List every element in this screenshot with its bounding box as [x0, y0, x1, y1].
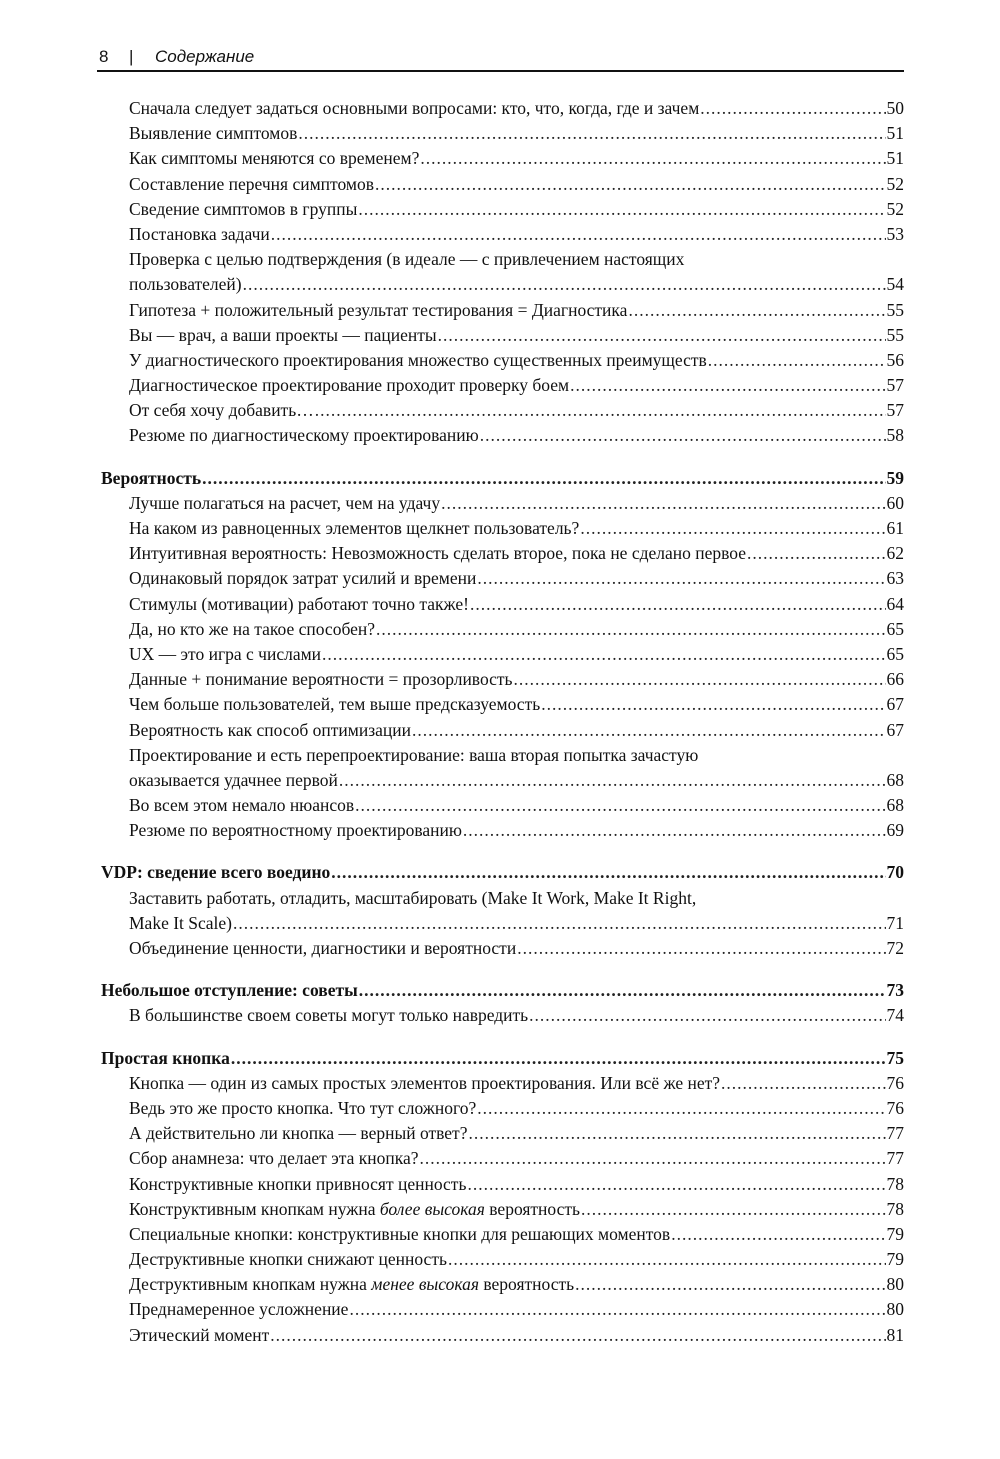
entry-title: Кнопка — один из самых простых элементов проектирования. Или всё же нет? — [129, 1072, 721, 1093]
toc-chapter-entry[interactable] — [101, 860, 904, 885]
dot-leader — [349, 1297, 885, 1322]
toc-entry[interactable] — [101, 642, 904, 667]
entry-title: Вероятность — [101, 467, 202, 488]
running-title: Содержание — [155, 47, 255, 66]
dot-leader — [721, 1071, 885, 1096]
toc-entry[interactable] — [101, 1197, 904, 1222]
entry-title: пользователей) — [129, 274, 242, 295]
entry-title: VDP: сведение всего воедино — [101, 862, 331, 883]
dot-leader — [477, 566, 885, 591]
table-of-contents — [101, 96, 904, 1365]
entry-page-number: 80 — [886, 1299, 904, 1320]
toc-entry[interactable] — [101, 1003, 904, 1028]
entry-page-number: 57 — [886, 400, 904, 421]
dot-leader — [412, 718, 886, 743]
entry-page-number: 77 — [886, 1148, 904, 1169]
entry-title — [129, 1197, 580, 1222]
entry-page-number: 78 — [886, 1173, 904, 1194]
toc-entry[interactable] — [101, 222, 904, 247]
toc-entry[interactable] — [101, 1146, 904, 1171]
dot-leader — [376, 617, 885, 642]
entry-title: Во всем этом немало нюансов — [129, 795, 355, 816]
entry-title: Интуитивная вероятность: Невозможность сделать второе, пока не сделано первое — [129, 543, 747, 564]
entry-page-number: 68 — [886, 795, 904, 816]
entry-page-number: 79 — [886, 1249, 904, 1270]
entry-title: Конструктивные кнопки привносят ценность — [129, 1173, 467, 1194]
entry-title-part: Деструктивным кнопкам нужна — [129, 1274, 372, 1295]
dot-leader — [355, 793, 885, 818]
toc-section — [101, 96, 904, 449]
toc-chapter-entry[interactable] — [101, 978, 904, 1003]
entry-title-part: вероятность — [484, 1198, 581, 1219]
dot-leader — [477, 1096, 885, 1121]
dot-leader — [359, 978, 886, 1003]
entry-page-number: 72 — [886, 938, 904, 958]
toc-entry[interactable] — [101, 1121, 904, 1146]
toc-entry[interactable] — [101, 272, 904, 297]
toc-section — [101, 860, 904, 961]
toc-entry[interactable] — [101, 1172, 904, 1197]
entry-page-number: 55 — [886, 299, 904, 320]
entry-page-number: 65 — [886, 643, 904, 664]
entry-page-number: 78 — [886, 1198, 904, 1219]
entry-title: Данные + понимание вероятности = прозорливость — [129, 669, 513, 690]
entry-title: Лучше полагаться на расчет, чем на удачу — [129, 492, 441, 513]
entry-title-part: вероятность — [479, 1274, 575, 1295]
dot-leader — [468, 1121, 885, 1146]
dot-leader — [375, 172, 886, 197]
toc-entry[interactable] — [101, 818, 904, 843]
toc-entry[interactable] — [101, 172, 904, 197]
entry-page-number: 67 — [886, 694, 904, 715]
entry-page-number: 54 — [886, 274, 904, 295]
toc-entry[interactable] — [101, 398, 904, 423]
entry-title: Небольшое отступление: советы — [101, 980, 358, 1001]
toc-section — [101, 978, 904, 1028]
toc-entry[interactable] — [101, 617, 904, 642]
entry-page-number: 65 — [886, 618, 904, 639]
entry-title: Преднамеренное усложнение — [129, 1299, 349, 1320]
toc-entry-line: Проектирование и есть перепроектирование: ваша вторая попытка зачастую — [129, 744, 699, 765]
entry-page-number: 71 — [886, 912, 904, 933]
dot-leader — [233, 911, 885, 936]
dot-leader — [438, 323, 886, 348]
toc-entry[interactable] — [101, 348, 904, 373]
entry-title: У диагностического проектирования множество существенных преимуществ — [129, 349, 707, 370]
entry-title-emphasis: менее высокая — [371, 1274, 479, 1295]
dot-leader — [514, 667, 886, 692]
entry-title: Диагностическое проектирование проходит проверку боем — [129, 375, 570, 396]
dot-leader — [570, 373, 885, 398]
toc-entry[interactable] — [101, 373, 904, 398]
dot-leader — [463, 818, 886, 843]
entry-page-number: 64 — [886, 593, 904, 614]
dot-leader — [700, 96, 885, 121]
dot-leader — [419, 1146, 885, 1171]
entry-page-number: 73 — [886, 980, 904, 1001]
entry-page-number: 81 — [886, 1324, 904, 1345]
toc-section — [101, 1046, 904, 1348]
toc-entry[interactable] — [101, 423, 904, 448]
dot-leader — [575, 1272, 885, 1297]
dot-leader — [243, 272, 886, 297]
entry-page-number: 57 — [886, 375, 904, 396]
entry-title: А действительно ли кнопка — верный ответ? — [129, 1123, 468, 1144]
toc-entry[interactable] — [101, 516, 904, 541]
toc-entry[interactable] — [101, 566, 904, 591]
entry-title: От себя хочу добавить… — [129, 400, 314, 421]
entry-title-emphasis: более высокая — [379, 1198, 485, 1219]
toc-entry-line: Проверка с целью подтверждения (в идеале — с привлечением настоящих — [129, 249, 685, 270]
entry-title: Как симптомы меняются со временем? — [129, 148, 420, 169]
toc-entry[interactable] — [101, 1247, 904, 1272]
toc-entry[interactable] — [101, 491, 904, 516]
dot-leader — [467, 1172, 885, 1197]
dot-leader — [671, 1222, 885, 1247]
toc-entry[interactable] — [101, 793, 904, 818]
entry-title: Ведь это же просто кнопка. Что тут сложного? — [129, 1097, 477, 1118]
dot-leader — [628, 298, 885, 323]
dot-leader — [708, 348, 886, 373]
entry-title: Сначала следует задаться основными вопросами: кто, что, когда, где и зачем — [129, 98, 700, 118]
entry-title: В большинстве своем советы могут только навредить — [129, 1005, 529, 1026]
entry-title: Выявление симптомов — [129, 123, 298, 144]
entry-title: Вы — врач, а ваши проекты — пациенты — [129, 324, 437, 345]
toc-entry[interactable] — [101, 298, 904, 323]
entry-title: Гипотеза + положительный результат тестирования = Диагностика — [129, 299, 628, 320]
entry-page-number: 50 — [886, 98, 904, 118]
entry-title: Make It Scale) — [129, 912, 233, 933]
entry-title: Составление перечня симптомов — [129, 173, 374, 194]
toc-entry[interactable] — [101, 197, 904, 222]
toc-entry[interactable] — [101, 1222, 904, 1247]
entry-page-number: 52 — [886, 173, 904, 194]
dot-leader — [322, 642, 885, 667]
page-number: 8 — [99, 47, 109, 66]
entry-page-number: 63 — [886, 568, 904, 589]
toc-chapter-entry[interactable] — [101, 1046, 904, 1071]
toc-chapter-entry[interactable] — [101, 466, 904, 491]
running-header — [97, 44, 904, 72]
entry-page-number: 53 — [886, 223, 904, 244]
entry-page-number: 51 — [886, 123, 904, 144]
dot-leader — [202, 466, 885, 491]
dot-leader — [358, 197, 885, 222]
entry-title: Этический момент — [129, 1324, 270, 1345]
entry-page-number: 74 — [886, 1005, 904, 1026]
entry-title: оказывается удачнее первой — [129, 769, 338, 790]
header-separator: | — [129, 47, 134, 66]
dot-leader — [441, 491, 885, 516]
entry-title-part: Конструктивным кнопкам нужна — [129, 1198, 380, 1219]
dot-leader — [480, 423, 886, 448]
entry-page-number: 56 — [886, 349, 904, 370]
entry-title: Чем больше пользователей, тем выше предсказуемость — [129, 694, 541, 715]
toc-entry[interactable] — [101, 692, 904, 717]
entry-page-number: 70 — [886, 862, 904, 883]
entry-page-number: 60 — [886, 492, 904, 513]
toc-entry[interactable] — [101, 1297, 904, 1322]
toc-entry[interactable] — [101, 911, 904, 936]
entry-title: Вероятность как способ оптимизации — [129, 719, 411, 740]
entry-title: Да, но кто же на такое способен? — [129, 618, 376, 639]
toc-entry[interactable] — [101, 323, 904, 348]
entry-page-number: 67 — [886, 719, 904, 740]
entry-page-number: 79 — [886, 1223, 904, 1244]
entry-page-number: 69 — [886, 820, 904, 841]
entry-page-number: 51 — [886, 148, 904, 169]
entry-page-number: 59 — [886, 467, 904, 488]
entry-page-number: 76 — [886, 1097, 904, 1118]
entry-page-number: 52 — [886, 198, 904, 219]
toc-entry[interactable] — [101, 121, 904, 146]
entry-title: Стимулы (мотивации) работают точно также! — [129, 593, 469, 614]
toc-entry[interactable] — [101, 541, 904, 566]
dot-leader — [315, 398, 886, 423]
entry-title: Деструктивные кнопки снижают ценность — [129, 1249, 447, 1270]
entry-page-number: 68 — [886, 769, 904, 790]
entry-title: Резюме по вероятностному проектированию — [129, 820, 462, 841]
toc-entry[interactable] — [101, 718, 904, 743]
entry-title: Сбор анамнеза: что делает эта кнопка? — [129, 1148, 419, 1169]
entry-title: Сведение симптомов в группы — [129, 198, 358, 219]
toc-entry[interactable] — [101, 1096, 904, 1121]
entry-title — [129, 1272, 574, 1297]
entry-page-number: 77 — [886, 1123, 904, 1144]
entry-page-number: 55 — [886, 324, 904, 345]
dot-leader — [271, 222, 886, 247]
dot-leader — [339, 768, 886, 793]
toc-section — [101, 466, 904, 844]
dot-leader — [470, 592, 886, 617]
entry-page-number: 61 — [886, 518, 904, 538]
dot-leader — [420, 146, 885, 171]
entry-title: Резюме по диагностическому проектированию — [129, 425, 479, 446]
entry-page-number: 75 — [886, 1047, 904, 1068]
toc-entry[interactable] — [101, 1323, 904, 1348]
toc-entry[interactable] — [101, 96, 904, 121]
dot-leader — [448, 1247, 886, 1272]
entry-title: UX — это игра с числами — [129, 643, 322, 664]
toc-entry[interactable] — [101, 768, 904, 793]
entry-title: Одинаковый порядок затрат усилий и времени — [129, 568, 477, 589]
dot-leader — [517, 936, 885, 961]
entry-title: На каком из равноценных элементов щелкнет пользователь? — [129, 518, 580, 538]
dot-leader — [331, 860, 885, 885]
entry-title: Простая кнопка — [101, 1047, 230, 1068]
dot-leader — [747, 541, 885, 566]
dot-leader — [298, 121, 885, 146]
entry-page-number: 76 — [886, 1072, 904, 1093]
dot-leader — [581, 1197, 885, 1222]
toc-entry[interactable] — [101, 1071, 904, 1096]
entry-title: Постановка задачи — [129, 223, 270, 244]
entry-title: Объединение ценности, диагностики и вероятности — [129, 938, 517, 958]
dot-leader — [580, 516, 885, 541]
entry-page-number: 80 — [886, 1274, 904, 1295]
toc-entry[interactable] — [101, 667, 904, 692]
toc-entry[interactable] — [101, 1272, 904, 1297]
entry-page-number: 58 — [886, 425, 904, 446]
dot-leader — [231, 1046, 886, 1071]
entry-title: Специальные кнопки: конструктивные кнопки для решающих моментов — [129, 1223, 671, 1244]
toc-entry[interactable] — [101, 592, 904, 617]
toc-entry[interactable] — [101, 936, 904, 961]
toc-entry[interactable] — [101, 146, 904, 171]
dot-leader — [270, 1323, 885, 1348]
dot-leader — [541, 692, 885, 717]
toc-entry-line: Заставить работать, отладить, масштабировать (Make It Work, Make It Right, — [129, 887, 697, 908]
entry-page-number: 66 — [886, 669, 904, 690]
entry-page-number: 62 — [886, 543, 904, 564]
dot-leader — [529, 1003, 885, 1028]
